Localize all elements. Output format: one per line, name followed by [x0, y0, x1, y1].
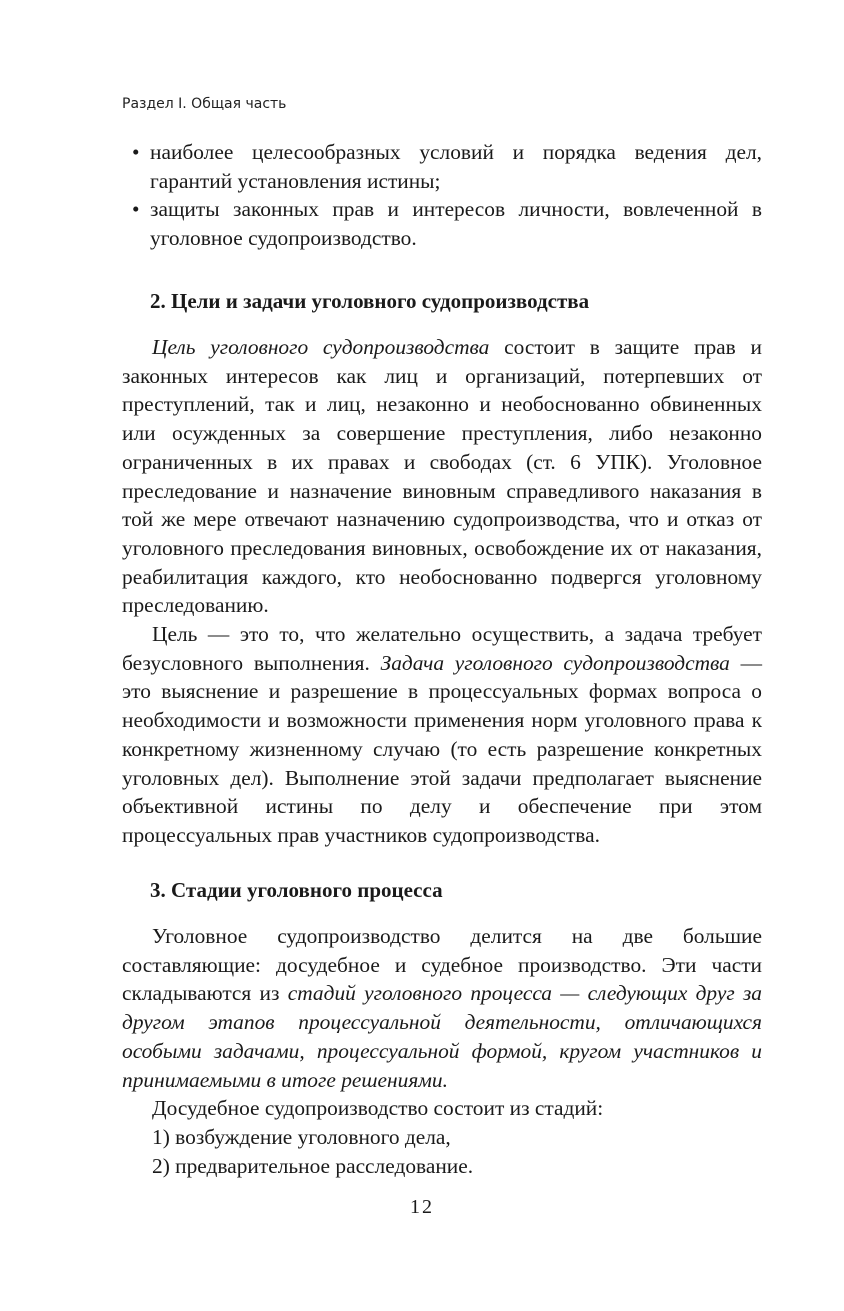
- list-item: 2) предварительное расследование.: [152, 1153, 474, 1178]
- bullet-list: [122, 138, 762, 253]
- term-italic: стадий уголовного процесса — следующих друг за другом этапов процессуальной деятельности, отличающихся особыми задачами, процессуальной формой, кругом участников и принимаемыми в итоге решениями.: [122, 981, 763, 1092]
- bullet-text: наиболее целесообразных условий и порядка ведения дел, гарантий установления истины;: [150, 140, 762, 193]
- paragraph-text: Цель — это то, что желательно осуществить, а задача требует безусловного выполнения.: [122, 622, 762, 675]
- list-item: [122, 138, 762, 195]
- bullet-icon: •: [132, 197, 140, 222]
- page-number: 12: [410, 1196, 434, 1218]
- section-heading: 2. Цели и задачи уголовного судопроизводства: [150, 289, 590, 313]
- term-italic: Задача уголовного судопроизводства: [380, 650, 730, 675]
- paragraph-text: Уголовное судопроизводство делится на две большие составляющие: досудебное и судебное производство. Эти части складываются из: [122, 924, 762, 1006]
- paragraph: [122, 333, 762, 620]
- term-italic: Цель уголовного судопроизводства: [152, 335, 490, 359]
- paragraph-text: Досудебное судопроизводство состоит из стадий:: [152, 1096, 604, 1121]
- section-2-body: [122, 333, 762, 850]
- running-head: Раздел I. Общая часть: [122, 96, 287, 112]
- bullet-text: защиты законных прав и интересов личности, вовлеченной в уголовное судопроизводство.: [150, 197, 762, 251]
- paragraph: [122, 1094, 762, 1123]
- section-3-body: [122, 922, 762, 1180]
- section-heading: 3. Стадии уголовного процесса: [150, 878, 443, 902]
- paragraph-text: — это выяснение и разрешение в процессуальных формах вопроса о необходимости и возможности применения норм уголовного права к конкретному жизненному случаю (то есть разрешение конкретных уголовных дел). Выполнение этой задачи предполагает выяснение объективной истины по делу и обеспечение при этом процессуальных прав участников судопроизводства.: [122, 650, 762, 847]
- list-item: [122, 195, 762, 252]
- paragraph: [122, 620, 762, 850]
- paragraph-text: состоит в защите прав и законных интересов как лиц и организаций, потерпевших от преступлений, так и лиц, незаконно и необоснованно обвиненных или осужденных за совершение преступления, либо незаконно ограниченных в их правах и свободах (ст. 6 УПК). Уголовное преследование и назначение виновным справедливого наказания в той же мере отвечают назначению судопроизводства, что и отказ от уголовного преследования виновных, освобождение их от наказания, реабилитация каждого, кто необоснованно подвергся уголовному преследованию.: [122, 335, 762, 618]
- list-item: 1) возбуждение уголовного дела,: [152, 1124, 451, 1149]
- paragraph: [122, 922, 762, 1094]
- bullet-icon: •: [132, 140, 140, 164]
